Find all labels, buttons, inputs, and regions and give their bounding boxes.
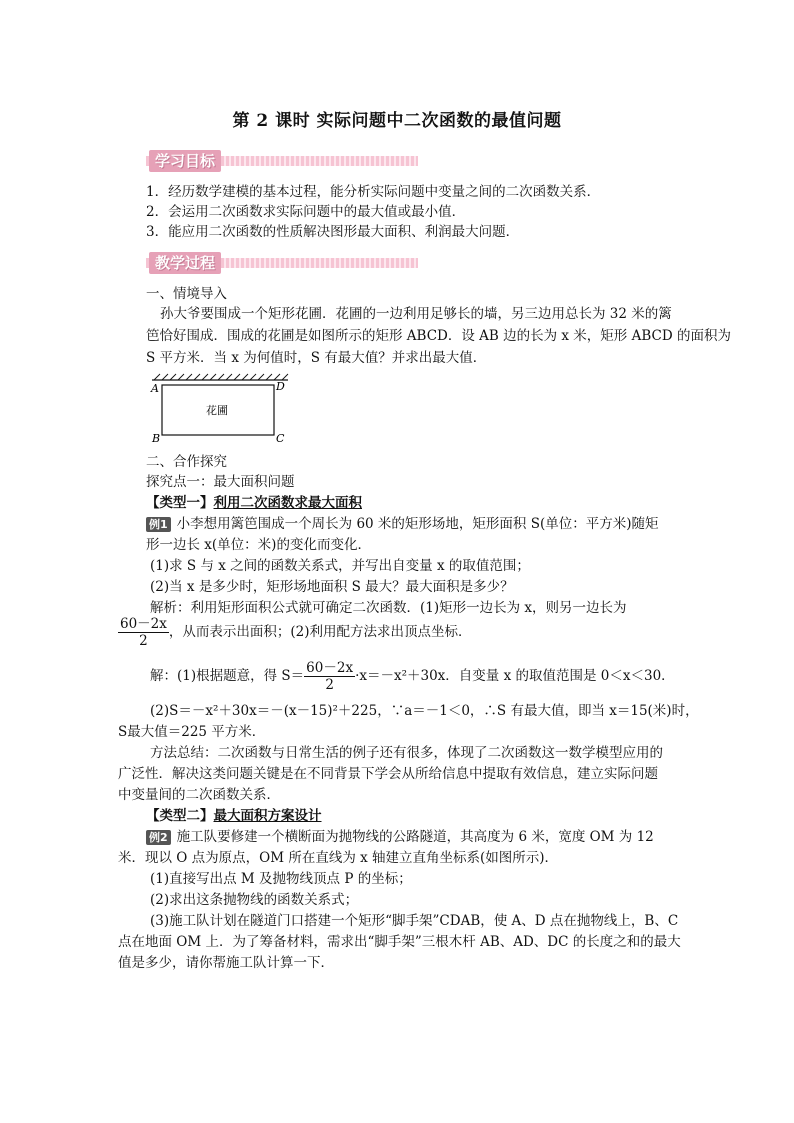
paragraph-line: S 平方米．当 x 为何值时，S 有最大值？并求出最大值． bbox=[146, 350, 487, 366]
example-line: (2)当 x 是多少时，矩形场地面积 S 最大？最大面积是多少？ bbox=[150, 579, 514, 595]
solution-line: S最大值＝225 平方米． bbox=[118, 724, 266, 740]
section-label: 教学过程 bbox=[149, 252, 221, 274]
wall-hatching bbox=[154, 374, 288, 380]
part-heading: 一、情境导入 bbox=[146, 286, 227, 302]
example-line: (1)直接写出点 M 及抛物线顶点 P 的坐标； bbox=[150, 871, 412, 887]
fraction-numerator: 60－2x bbox=[306, 660, 354, 676]
solution-text: ·x＝－x²＋30x．自变量 x 的取值范围是 0＜x＜30． bbox=[355, 668, 675, 684]
example-line: 值是多少，请你帮施工队计算一下． bbox=[118, 955, 334, 971]
type-heading bbox=[146, 806, 322, 826]
garden-figure bbox=[148, 372, 298, 448]
solution-line bbox=[150, 660, 675, 693]
vertex-label: A bbox=[151, 382, 159, 395]
example-line: 米．现以 O 点为原点，OM 所在直线为 x 轴建立直角坐标系(如图所示)． bbox=[118, 850, 559, 866]
vertex-label: B bbox=[152, 432, 161, 445]
section-label: 学习目标 bbox=[149, 150, 221, 172]
example-line: 点在地面 OM 上．为了筹备材料，需求出“脚手架”三根木杆 AB、AD、DC 的长度之和的最大 bbox=[118, 934, 681, 950]
example-line bbox=[146, 514, 659, 534]
type-tag: 【类型一】 bbox=[146, 495, 214, 511]
part-heading: 二、合作探究 bbox=[146, 454, 227, 470]
goal-item: 3．能应用二次函数的性质解决图形最大面积、利润最大问题． bbox=[146, 224, 520, 240]
type-title: 利用二次函数求最大面积 bbox=[213, 495, 362, 511]
analysis-line bbox=[118, 616, 472, 649]
summary-line: 广泛性．解决这类问题关键是在不同背景下学会从所给信息中提取有效信息，建立实际问题 bbox=[118, 766, 658, 782]
type-tag: 【类型二】 bbox=[146, 808, 214, 824]
section-banner-process bbox=[146, 252, 418, 274]
example-line: (1)求 S 与 x 之间的函数关系式，并写出自变量 x 的取值范围； bbox=[150, 558, 530, 574]
fraction bbox=[304, 660, 355, 693]
paragraph-line: 笆恰好围成．围成的花圃是如图所示的矩形 ABCD．设 AB 边的长为 x 米，矩形 ABCD 的面积为 bbox=[146, 328, 731, 344]
type-heading bbox=[146, 493, 362, 513]
analysis-line: 解析：利用矩形面积公式就可确定二次函数．(1)矩形一边长为 x，则另一边长为 bbox=[150, 600, 627, 616]
fraction-denominator: 2 bbox=[325, 677, 334, 693]
goal-item: 2．会运用二次函数求实际问题中的最大值或最小值． bbox=[146, 204, 466, 220]
explore-point: 探究点一：最大面积问题 bbox=[146, 474, 295, 490]
solution-line: (2)S＝－x²＋30x＝－(x－15)²＋225，∵a＝－1＜0，∴S 有最大值，即当 x＝15(米)时， bbox=[150, 703, 699, 719]
goal-item: 1．经历数学建模的基本过程，能分析实际问题中变量之间的二次函数关系． bbox=[146, 184, 601, 200]
example-line: (2)求出这条抛物线的函数关系式； bbox=[150, 892, 359, 908]
vertex-label: C bbox=[276, 432, 285, 445]
page-title: 第 2 课时 实际问题中二次函数的最值问题 bbox=[232, 111, 562, 131]
section-banner-goals bbox=[146, 150, 418, 172]
fraction-denominator: 2 bbox=[139, 633, 148, 649]
example-badge: 例1 bbox=[146, 517, 171, 532]
example-badge: 例2 bbox=[146, 830, 171, 845]
summary-line: 方法总结：二次函数与日常生活的例子还有很多，体现了二次函数这一数学模型应用的 bbox=[150, 745, 663, 761]
analysis-text: ，从而表示出面积；(2)利用配方法求出顶点坐标． bbox=[168, 624, 472, 640]
example-text: 施工队要修建一个横断面为抛物线的公路隧道，其高度为 6 米，宽度 OM 为 12 bbox=[176, 829, 654, 845]
example-line: 形一边长 x(单位：米)的变化而变化． bbox=[146, 537, 371, 553]
example-line bbox=[146, 827, 654, 847]
paragraph-line: 孙大爷要围成一个矩形花圃．花圃的一边利用足够长的墙，另三边用总长为 32 米的篱 bbox=[160, 306, 672, 322]
type-title: 最大面积方案设计 bbox=[213, 808, 322, 824]
example-text: 小李想用篱笆围成一个周长为 60 米的矩形场地，矩形面积 S(单位：平方米)随矩 bbox=[176, 516, 659, 532]
fraction bbox=[118, 616, 169, 649]
solution-text: 解：(1)根据题意，得 S＝ bbox=[150, 668, 305, 684]
summary-line: 中变量间的二次函数关系． bbox=[118, 787, 280, 803]
vertex-label: D bbox=[276, 380, 285, 393]
fraction-numerator: 60－2x bbox=[120, 616, 167, 632]
example-line: (3)施工队计划在隧道门口搭建一个矩形“脚手架”CDAB，使 A、D 点在抛物线上，B、C bbox=[150, 913, 679, 929]
garden-label: 花圃 bbox=[206, 404, 228, 417]
